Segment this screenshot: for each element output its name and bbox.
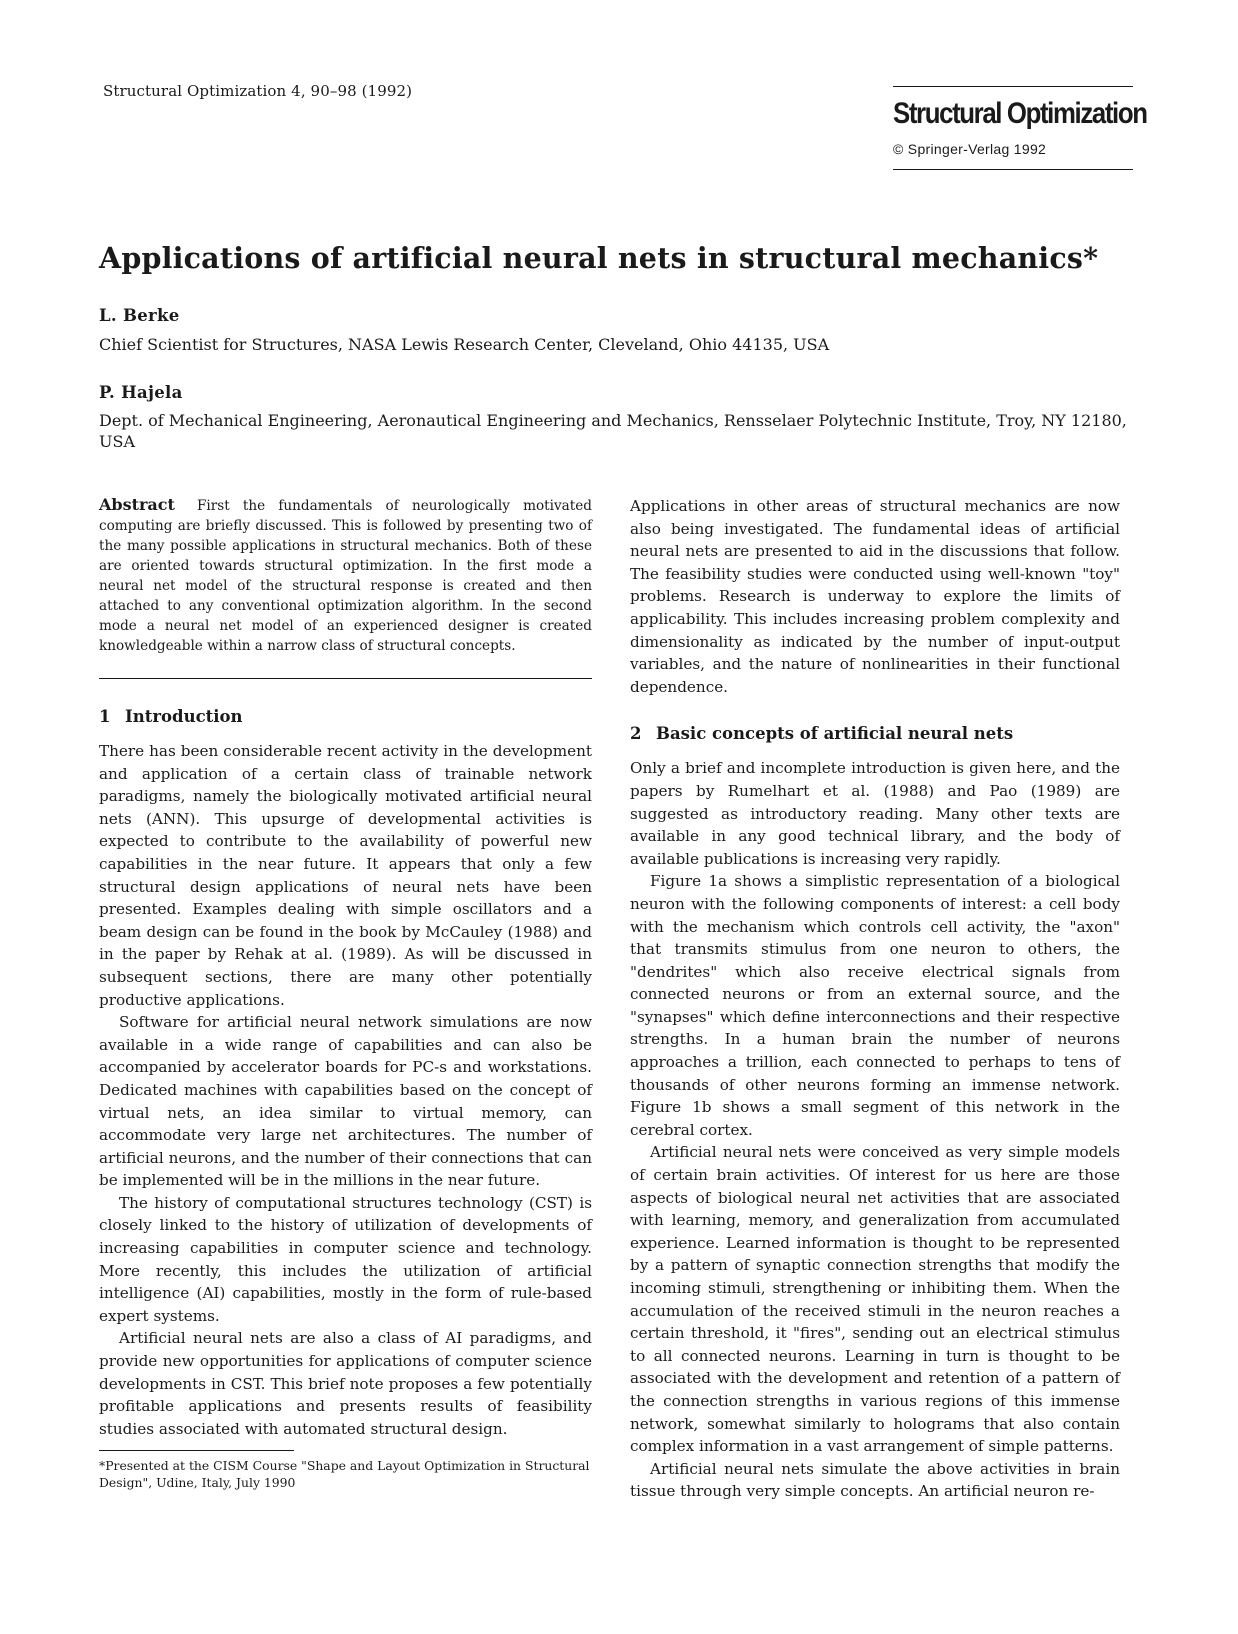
right-column <box>630 495 1120 1503</box>
journal-masthead <box>893 86 1147 170</box>
paragraph: Artificial neural nets were conceived as very simple models of certain brain activities. Of interest for us here are those aspects of biological neural net activities that are associated with learning, memory, and generalization from accumulated experience. Learned information is thought to be represented by a pattern of synaptic connection strengths that modify the incoming stimuli, strengthening or inhibiting them. When the accumulation of the received stimuli in the neuron reaches a certain threshold, it "fires", sending out an electrical stimulus to all connected neurons. Learning in turn is thought to be associated with the development and retention of a pattern of the connection strengths in various regions of this immense network, somewhat similarly to holograms that also contain complex information in a vast arrangement of simple patterns. <box>630 1143 1120 1456</box>
abstract-text: First the fundamentals of neurologically motivated computing are briefly discussed. This is followed by presenting two of the many possible applications in structural mechanics. Both of these are oriented towards structural optimization. In the first mode a neural net model of the structural response is created and then attached to any conventional optimization algorithm. In the second mode a neural net model of an experienced designer is created knowledgeable within a narrow class of structural concepts. <box>99 498 592 654</box>
section-body <box>99 740 592 1440</box>
paragraph: Artificial neural nets simulate the above activities in brain tissue through very simple concepts. An artificial neuron re- <box>630 1459 1120 1501</box>
masthead-top-rule <box>893 86 1133 87</box>
abstract-label: Abstract <box>99 495 175 514</box>
paragraph: Figure 1a shows a simplistic representation of a biological neuron with the following components of interest: a cell body with the mechanism which controls cell activity, the "axon" that transmits stimulus from one neuron to others, the "dendrites" which also receive electrical signals from connected neurons or from an external source, and the "synapses" which define interconnections and their respective strengths. In a human brain the number of neurons approaches a trillion, each connected to perhaps to tens of thousands of other neurons forming an immense network. Figure 1b shows a small segment of this network in the cerebral cortex. <box>630 872 1120 1139</box>
paragraph: Only a brief and incomplete introduction is given here, and the papers by Rumelhart et al. (1988) and Pao (1989) are suggested as introductory reading. Many other texts are available in any good technical library, and the body of available publications is increasing very rapidly. <box>630 759 1120 868</box>
author-affiliation: Chief Scientist for Structures, NASA Lewis Research Center, Cleveland, Ohio 44135, USA <box>99 335 830 354</box>
paper-title: Applications of artificial neural nets in structural mechanics* <box>99 241 1099 275</box>
section-heading <box>630 724 1120 743</box>
left-column <box>99 495 592 1491</box>
paragraph: Applications in other areas of structural mechanics are now also being investigated. The fundamental ideas of artificial neural nets are presented to aid in the discussions that follow. The feasibility studies were conducted using well-known "toy" problems. Research is underway to explore the limits of applicability. This includes increasing problem complexity and dimensionality as indicated by the number of input-output variables, and the nature of nonlinearities in their functional dependence. <box>630 497 1120 696</box>
section-2 <box>630 724 1120 1503</box>
section-number: 2 <box>630 724 642 744</box>
masthead-bottom-rule <box>893 169 1133 170</box>
author-affiliation: Dept. of Mechanical Engineering, Aeronautical Engineering and Mechanics, Rensselaer Polytechnic Institute, Troy, NY 12180, USA <box>99 411 1127 451</box>
journal-name: Structural Optimization <box>893 97 1147 130</box>
section-title: Basic concepts of artificial neural nets <box>656 724 1014 744</box>
paragraph: Artificial neural nets are also a class of AI paradigms, and provide new opportunities for applications of computer science developments in CST. This brief note proposes a few potentially profitable applications and presents results of feasibility studies associated with automated structural design. <box>99 1329 592 1438</box>
footnote-rule <box>99 1450 294 1451</box>
author-name: P. Hajela <box>99 383 183 402</box>
abstract <box>99 495 592 656</box>
paragraph: Software for artificial neural network simulations are now available in a wide range of capabilities and can also be accompanied by accelerator boards for PC-s and workstations. Dedicated machines with capabilities based on the concept of virtual nets, an idea similar to virtual memory, can accommodate very large net architectures. The number of artificial neurons, and the number of their connections that can be implemented will be in the millions in the near future. <box>99 1013 592 1190</box>
abstract-divider <box>99 678 592 679</box>
section-number: 1 <box>99 707 111 726</box>
footnote: *Presented at the CISM Course "Shape and Layout Optimization in Structural Design", Udine, Italy, July 1990 <box>99 1458 590 1491</box>
publisher-copyright: © Springer-Verlag 1992 <box>893 141 1047 157</box>
paragraph: The history of computational structures technology (CST) is closely linked to the history of utilization of developments of increasing capabilities in computer science and technology. More recently, this includes the utilization of artificial intelligence (AI) capabilities, mostly in the form of rule-based expert systems. <box>99 1193 592 1325</box>
section-heading <box>99 707 592 726</box>
journal-citation: Structural Optimization 4, 90–98 (1992) <box>103 82 413 100</box>
section-body <box>630 757 1120 1503</box>
paragraph: There has been considerable recent activity in the development and application of a certain class of trainable network paradigms, namely the biologically motivated artificial neural nets (ANN). This upsurge of developmental activities is expected to contribute to the availability of powerful new capabilities in the near future. It appears that only a few structural design applications of neural nets have been presented. Examples dealing with simple oscillators and a beam design can be found in the book by McCauley (1988) and in the paper by Rehak at al. (1989). As will be discussed in subsequent sections, there are many other potentially productive applications. <box>99 742 592 1009</box>
author-name: L. Berke <box>99 306 180 325</box>
section-title: Introduction <box>125 707 243 726</box>
section-body <box>630 495 1120 698</box>
